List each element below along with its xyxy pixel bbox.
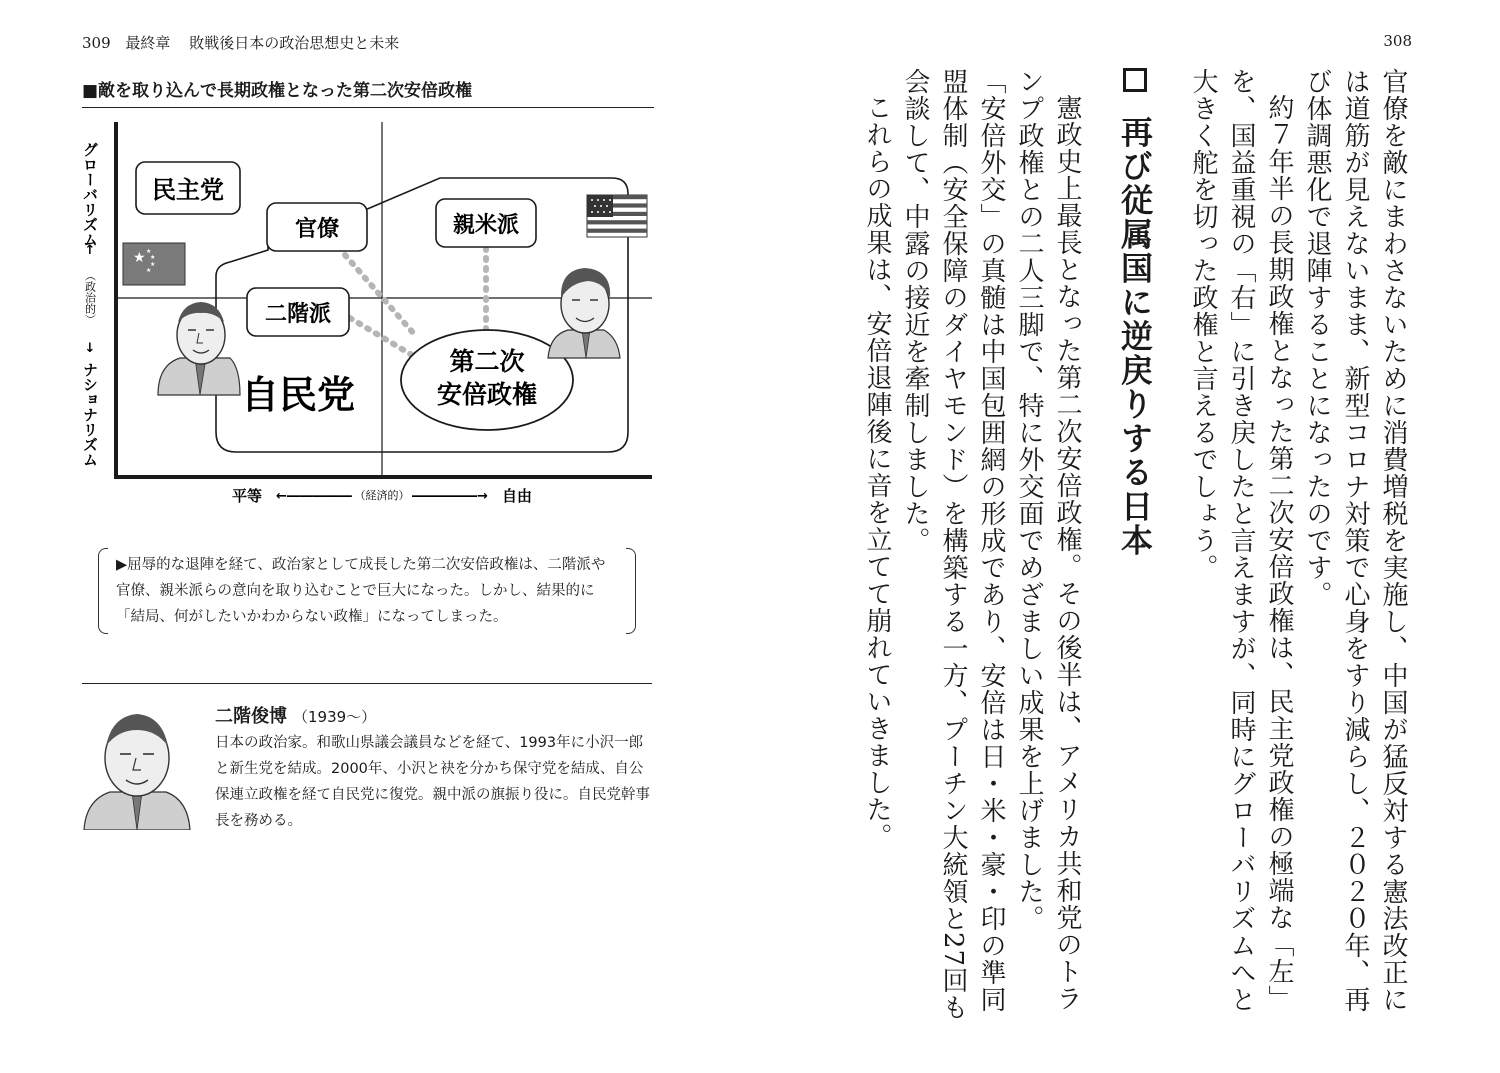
y-axis-mid-label: （政治的）: [83, 270, 97, 325]
x-axis-arrow-left-icon: ←―――――: [276, 489, 352, 504]
paragraph-5: これらの成果は、安倍退陣後に音を立てて崩れていきました。: [862, 94, 892, 850]
caption-bracket-left: [98, 548, 108, 634]
section-heading: [1116, 68, 1154, 1028]
usa-flag-icon: [587, 195, 647, 237]
nikai-portrait-icon: [158, 302, 240, 395]
caption-text: ▶屈辱的な退陣を経て、政治家として成長した第二次安倍政権は、二階派や官僚、親米派らの意向を取り込むことで巨大になった。しかし、結果的に「結局、何がしたいかわからない政権」になってしまった。: [116, 557, 606, 625]
svg-text:★: ★: [150, 254, 156, 261]
x-axis-right-label: 自由: [502, 487, 533, 505]
svg-text:★: ★: [146, 248, 152, 255]
figure-caption: [98, 548, 636, 636]
page-number-right: 308: [1383, 32, 1412, 50]
paragraph-3: 憲政史上最長となった第二次安倍政権。その後半は、アメリカ共和党のトランプ政権との二人三脚で、特に外交面でめざましい成果を上げました。: [1014, 68, 1082, 1012]
page-number-left: 309: [82, 34, 111, 52]
nikai-bio-portrait-icon: [82, 700, 192, 830]
right-page: [740, 0, 1500, 1073]
section-heading-text: 再び従属国に逆戻りする日本: [1116, 115, 1154, 558]
heading-box-icon: [1123, 68, 1147, 92]
bio-years: （1939～）: [293, 708, 377, 726]
chapter-title: 敗戦後日本の政治思想史と未来: [189, 34, 400, 52]
paragraph-2: 約７年半の長期政権となった第二次安倍政権は、民主党政権の極端な「左」を、国益重視の「右」に引き戻したと言えますが、同時にグローバリズムへと大きく舵を切った政権と言えるでしょう。: [1188, 68, 1294, 1013]
y-axis-top-label: グローバリズム: [81, 142, 99, 247]
jiminto-label: 自民党: [240, 373, 356, 417]
dotted-link-kanryo: [345, 255, 415, 335]
kanryo-label: 官僚: [294, 217, 340, 242]
bio-text: 日本の政治家。和歌山県議会議員などを経て、1993年に小沢一郎と新生党を結成。2000年、小沢と袂を分かち保守党を結成、自公保連立政権を経て自民党に復党。親中派の旗振り役に。自民党幹事長を務める。: [215, 735, 650, 829]
bio-divider: [82, 683, 652, 684]
abe-label-line2: 安倍政権: [436, 380, 538, 409]
shinbeiha-label: 親米派: [452, 213, 520, 238]
x-axis-arrow-right-icon: ―――――→: [412, 489, 488, 504]
y-axis-arrow-down-icon: ↓: [84, 341, 96, 356]
paragraph-4: 「安倍外交」の真髄は中国包囲網の形成であり、安倍は日・米・豪・印の準同盟体制（安全保障のダイヤモンド）を構築する一方、プーチン大統領と27回も会談して、中露の接近を牽制しました。: [900, 68, 1006, 1022]
abe-label-line1: 第二次: [449, 347, 525, 376]
left-page: [0, 0, 700, 1073]
svg-text:★: ★: [150, 261, 156, 268]
political-map-chart: [0, 0, 700, 530]
svg-text:★: ★: [133, 250, 146, 266]
y-axis-arrow-up-icon: ↑: [84, 243, 96, 258]
nikaiha-label: 二階派: [264, 302, 332, 327]
caption-bracket-right: [626, 548, 636, 634]
x-axis-left-label: 平等: [232, 487, 263, 505]
bio-heading: [215, 702, 376, 728]
vertical-body-text: [858, 68, 1412, 1028]
bio-name: 二階俊博: [215, 706, 287, 727]
y-axis-bottom-label: ナショナリズム: [81, 362, 99, 467]
svg-text:★: ★: [146, 267, 152, 274]
china-flag-icon: [123, 243, 185, 285]
chapter-label: 最終章: [125, 34, 171, 52]
abe-portrait-icon: [548, 268, 620, 358]
x-axis-mid-label: （経済的）: [354, 489, 410, 502]
paragraph-1: 官僚を敵にまわさないために消費増税を実施し、中国が猛反対する憲法改正には道筋が見えないまま、新型コロナ対策で心身をすり減らし、２０２０年、再び体調悪化で退陣することになったのです。: [1302, 68, 1408, 1013]
minshuto-label: 民主党: [152, 176, 224, 204]
figure-title: ■敵を取り込んで長期政権となった第二次安倍政権: [82, 76, 654, 108]
